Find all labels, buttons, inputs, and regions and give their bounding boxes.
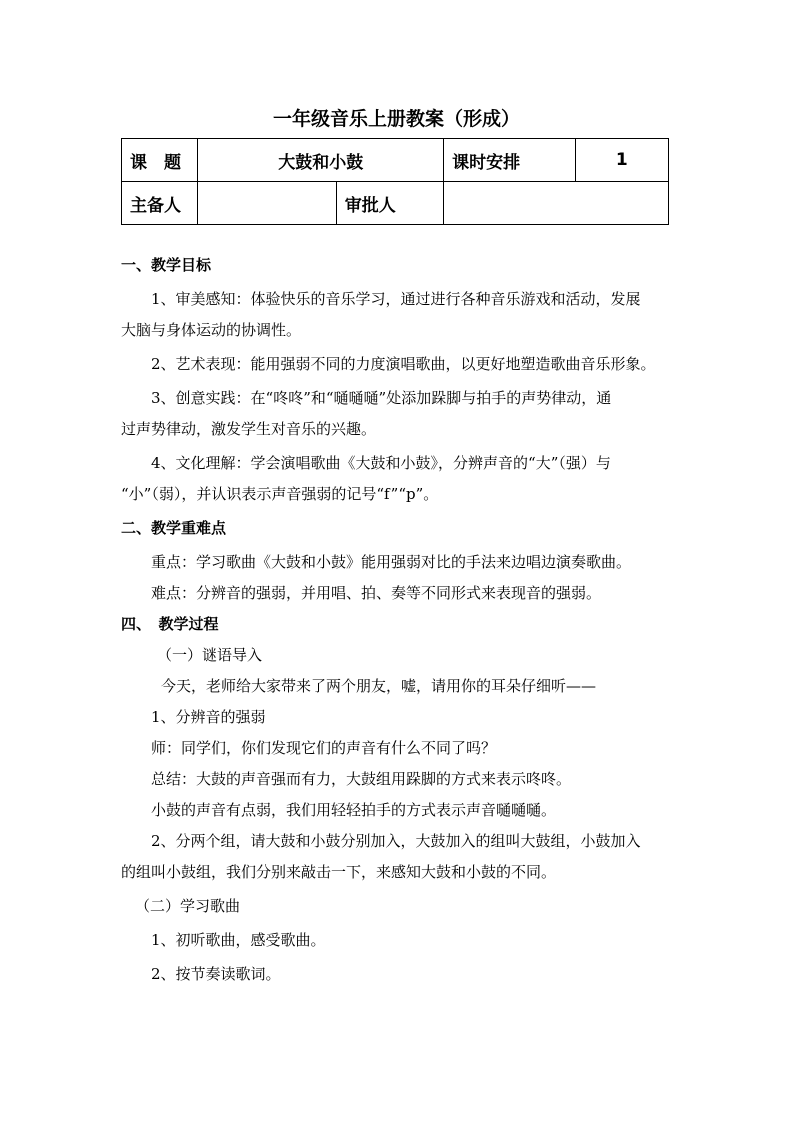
objective-4-cont: “小”（弱），并认识表示声音强弱的记号“f”“p”。 <box>121 485 439 503</box>
process-paragraph: 今天，老师给大家带来了两个朋友，嘘，请用你的耳朵仔细听—— <box>161 677 597 695</box>
topic-value-cell: 大鼓和小鼓 <box>198 139 444 182</box>
section-heading-process: 四、 教学过程 <box>121 615 219 633</box>
lesson-info-table <box>121 138 669 225</box>
objective-3-cont: 过声势律动，激发学生对音乐的兴趣。 <box>121 420 377 438</box>
process-step: 2、分两个组，请大鼓和小鼓分别加入，大鼓加入的组叫大鼓组，小鼓加入 <box>151 832 641 850</box>
objective-4: 4、文化理解：学会演唱歌曲《大鼓和小鼓》，分辨声音的“大”（强）与 <box>151 454 611 472</box>
key-point: 重点：学习歌曲《大鼓和小鼓》能用强弱对比的手法来边唱边演奏歌曲。 <box>151 553 632 571</box>
objective-3: 3、创意实践：在“咚咚”和“嗵嗵嗵”处添加跺脚与拍手的声势律动，通 <box>151 389 612 407</box>
table-row <box>122 139 669 182</box>
preparer-value-cell <box>198 182 337 225</box>
process-paragraph: 总结：大鼓的声音强而有力，大鼓组用跺脚的方式来表示咚咚。 <box>151 770 572 788</box>
subsection-riddle-intro: （一）谜语导入 <box>157 646 263 664</box>
subsection-learn-song: （二）学习歌曲 <box>135 897 241 915</box>
difficult-point: 难点：分辨音的强弱，并用唱、拍、奏等不同形式来表现音的强弱。 <box>151 584 602 602</box>
approver-value-cell <box>444 182 669 225</box>
periods-label-cell: 课时安排 <box>444 139 575 182</box>
section-heading-objectives: 一、教学目标 <box>121 256 212 274</box>
objective-1: 1、审美感知：体验快乐的音乐学习，通过进行各种音乐游戏和活动，发展 <box>151 290 641 308</box>
process-step-cont: 的组叫小鼓组，我们分别来敲击一下，来感知大鼓和小鼓的不同。 <box>121 863 557 881</box>
topic-label-cell: 课 题 <box>122 139 198 182</box>
objective-2: 2、艺术表现：能用强弱不同的力度演唱歌曲，以更好地塑造歌曲音乐形象。 <box>151 355 656 373</box>
objective-1-cont: 大脑与身体运动的协调性。 <box>121 321 302 339</box>
process-paragraph: 师：同学们，你们发现它们的声音有什么不同了吗？ <box>151 739 497 757</box>
process-step: 1、初听歌曲，感受歌曲。 <box>151 931 326 949</box>
preparer-label-cell: 主备人 <box>122 182 198 225</box>
approver-label-cell: 审批人 <box>336 182 443 225</box>
process-step: 1、分辨音的强弱 <box>151 708 266 726</box>
lesson-content <box>121 250 681 990</box>
periods-value-cell: 1 <box>575 139 668 182</box>
table-row <box>122 182 669 225</box>
page-title: 一年级音乐上册教案（形成） <box>272 108 520 130</box>
process-paragraph: 小鼓的声音有点弱，我们用轻轻拍手的方式表示声音嗵嗵嗵。 <box>151 801 557 819</box>
section-heading-key-points: 二、教学重难点 <box>121 519 227 537</box>
process-step: 2、按节奏读歌词。 <box>151 965 281 983</box>
